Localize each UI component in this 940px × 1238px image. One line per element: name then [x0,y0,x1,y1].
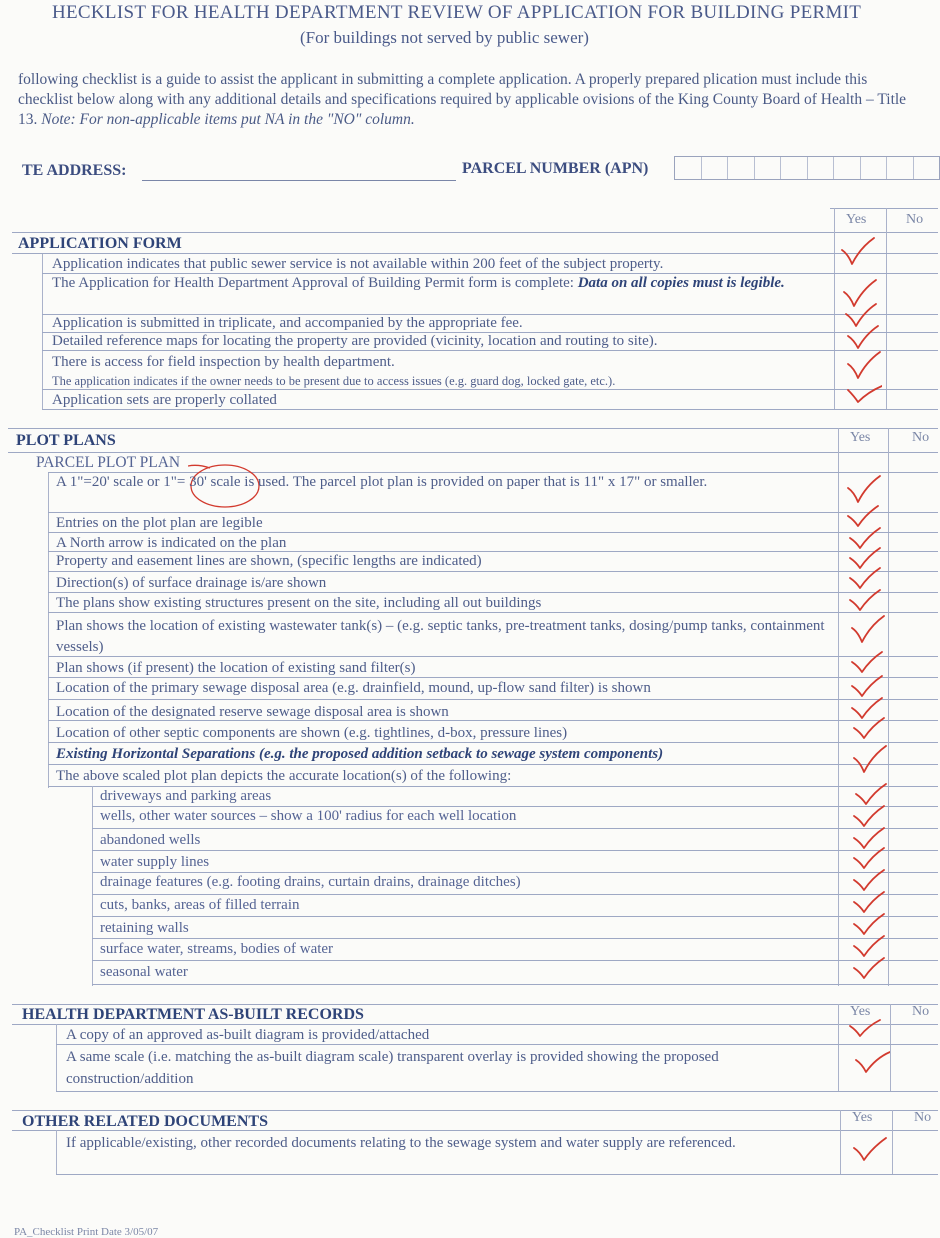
section-title-as-built: HEALTH DEPARTMENT AS-BUILT RECORDS [22,1006,364,1023]
list-subitem: driveways and parking areas [100,788,272,804]
yes-column-header: Yes [846,212,867,227]
divider [42,389,938,390]
divider [12,1130,938,1131]
site-address-label: TE ADDRESS: [22,162,127,179]
list-subitem: abandoned wells [100,832,201,848]
divider [48,656,938,657]
list-item: There is access for field inspection by health department. [52,354,395,370]
divider [12,232,938,233]
list-item: Plan shows (if present) the location of existing sand filter(s) [56,660,416,676]
no-column-header: No [906,212,924,227]
checkmark-icon[interactable] [846,350,882,380]
parcel-number-field[interactable] [674,156,940,180]
list-item: Application indicates that public sewer service is not available within 200 feet of the subject property. [52,256,664,272]
divider [48,571,938,572]
list-item: Property and easement lines are shown, (specific lengths are indicated) [56,553,482,569]
list-item: Plan shows the location of existing wastewater tank(s) – (e.g. septic tanks, pre-treatment tanks, dosing/pump tanks, containment vessels) [56,618,825,655]
column-divider [892,1110,893,1174]
list-item: Application sets are properly collated [52,392,277,408]
checkmark-icon[interactable] [852,956,888,986]
list-item: Location of the designated reserve sewage disposal area is shown [56,704,449,720]
list-subitem: surface water, streams, bodies of water [100,941,334,957]
column-divider [92,786,93,986]
divider [48,764,938,765]
list-subitem: seasonal water [100,964,188,980]
intro-note: Note: For non-applicable items put NA in the "NO" column. [41,111,415,128]
list-subitem: cuts, banks, areas of filled terrain [100,897,300,913]
divider [12,253,938,254]
divider [56,1044,938,1045]
divider [48,612,938,613]
divider [42,409,938,410]
intro-paragraph [18,70,918,130]
divider [92,872,938,873]
section-title-plot-plans: PLOT PLANS [16,432,116,449]
checkmark-icon[interactable] [852,1136,888,1166]
divider [48,512,938,513]
list-item: A North arrow is indicated on the plan [56,535,287,551]
divider [48,592,938,593]
column-divider [56,1130,57,1174]
form-subtitle: (For buildings not served by public sewer) [300,28,589,47]
divider [48,532,938,533]
parcel-number-label: PARCEL NUMBER (APN) [462,160,649,177]
list-item: Location of other septic components are shown (e.g. tightlines, d-box, pressure lines) [56,725,568,741]
divider [92,806,938,807]
item-text: The Application for Health Department Approval of Building Permit form is complete: [52,275,574,291]
checkmark-icon[interactable] [848,1016,884,1046]
divider [12,1110,938,1111]
checkmark-icon[interactable] [852,716,888,746]
list-item: Application is submitted in triplicate, and accompanied by the appropriate fee. [52,315,523,331]
checkmark-icon[interactable] [850,614,886,644]
divider [56,1091,938,1092]
intro-text: following checklist is a guide to assist the applicant in submitting a complete application. A properly prepared plication must include this checklist below along with any additional details and specifications required by applicable ovisions of the King County Board of Health – Title 13. [18,71,907,128]
divider [12,1004,938,1005]
form-title: HECKLIST FOR HEALTH DEPARTMENT REVIEW OF APPLICATION FOR BUILDING PERMIT [52,2,862,23]
list-item: A same scale (i.e. matching the as-built diagram scale) transparent overlay is provided showing the proposed construction/addition [66,1049,719,1087]
subheading-parcel-plot-plan: PARCEL PLOT PLAN [36,454,181,471]
divider [48,786,938,787]
list-item [52,274,832,292]
list-subitem: The application indicates if the owner needs to be present due to access issues (e.g. guard dog, locked gate, etc.). [52,374,616,388]
divider [92,916,938,917]
list-subitem: retaining walls [100,920,189,936]
yes-column-header: Yes [852,1110,873,1125]
no-column-header: No [912,430,930,445]
divider [92,828,938,829]
divider [8,452,938,453]
divider [8,428,938,429]
list-item: Detailed reference maps for locating the property are provided (vicinity, location and routing to site). [52,333,658,349]
section-title-application-form: APPLICATION FORM [18,235,182,252]
list-item: The plans show existing structures present on the site, including all out buildings [56,595,542,611]
divider [48,742,938,743]
divider [830,208,938,209]
list-item: If applicable/existing, other recorded documents relating to the sewage system and water supply are referenced. [66,1135,736,1151]
column-divider [834,208,835,410]
checkmark-icon[interactable] [846,474,882,504]
list-subitem: drainage features (e.g. footing drains, curtain drains, drainage ditches) [100,874,521,890]
checkmark-icon[interactable] [846,382,882,412]
column-divider [886,208,887,410]
column-divider [838,1004,839,1092]
yes-column-header: Yes [850,1004,871,1019]
divider [92,960,938,961]
column-divider [890,1004,891,1092]
checkmark-icon[interactable] [854,1046,890,1076]
column-divider [56,1024,57,1092]
divider [48,699,938,700]
list-item: A 1"=20' scale or 1"= 30' scale is used. The parcel plot plan is provided on paper that is 11" x 17" or smaller. [56,474,708,490]
column-divider [48,472,49,788]
list-item: Existing Horizontal Separations (e.g. the proposed addition setback to sewage system components) [56,746,664,762]
divider [92,894,938,895]
yes-column-header: Yes [850,430,871,445]
list-item: A copy of an approved as-built diagram is provided/attached [66,1027,430,1043]
divider [92,984,938,985]
divider [92,850,938,851]
column-divider [840,1110,841,1174]
no-column-header: No [914,1110,932,1125]
no-column-header: No [912,1004,930,1019]
list-item: Location of the primary sewage disposal area (e.g. drainfield, mound, up-flow sand filter) is shown [56,680,651,696]
divider [12,1024,938,1025]
print-date-footer: PA_Checklist Print Date 3/05/07 [14,1226,159,1238]
list-item: Direction(s) of surface drainage is/are shown [56,575,327,591]
list-subitem: water supply lines [100,854,210,870]
section-title-other-documents: OTHER RELATED DOCUMENTS [22,1113,268,1130]
list-subitem: wells, other water sources – show a 100' radius for each well location [100,808,517,824]
list-item: The above scaled plot plan depicts the accurate location(s) of the following: [56,768,512,784]
site-address-field[interactable] [142,180,456,181]
item-emphasis: Data on all copies must is legible. [577,275,785,291]
list-item: Entries on the plot plan are legible [56,515,263,531]
checkmark-icon[interactable] [852,744,888,774]
checkmark-icon[interactable] [840,236,876,266]
divider [92,938,938,939]
divider [56,1174,938,1175]
divider [48,720,938,721]
divider [42,350,938,351]
divider [48,677,938,678]
